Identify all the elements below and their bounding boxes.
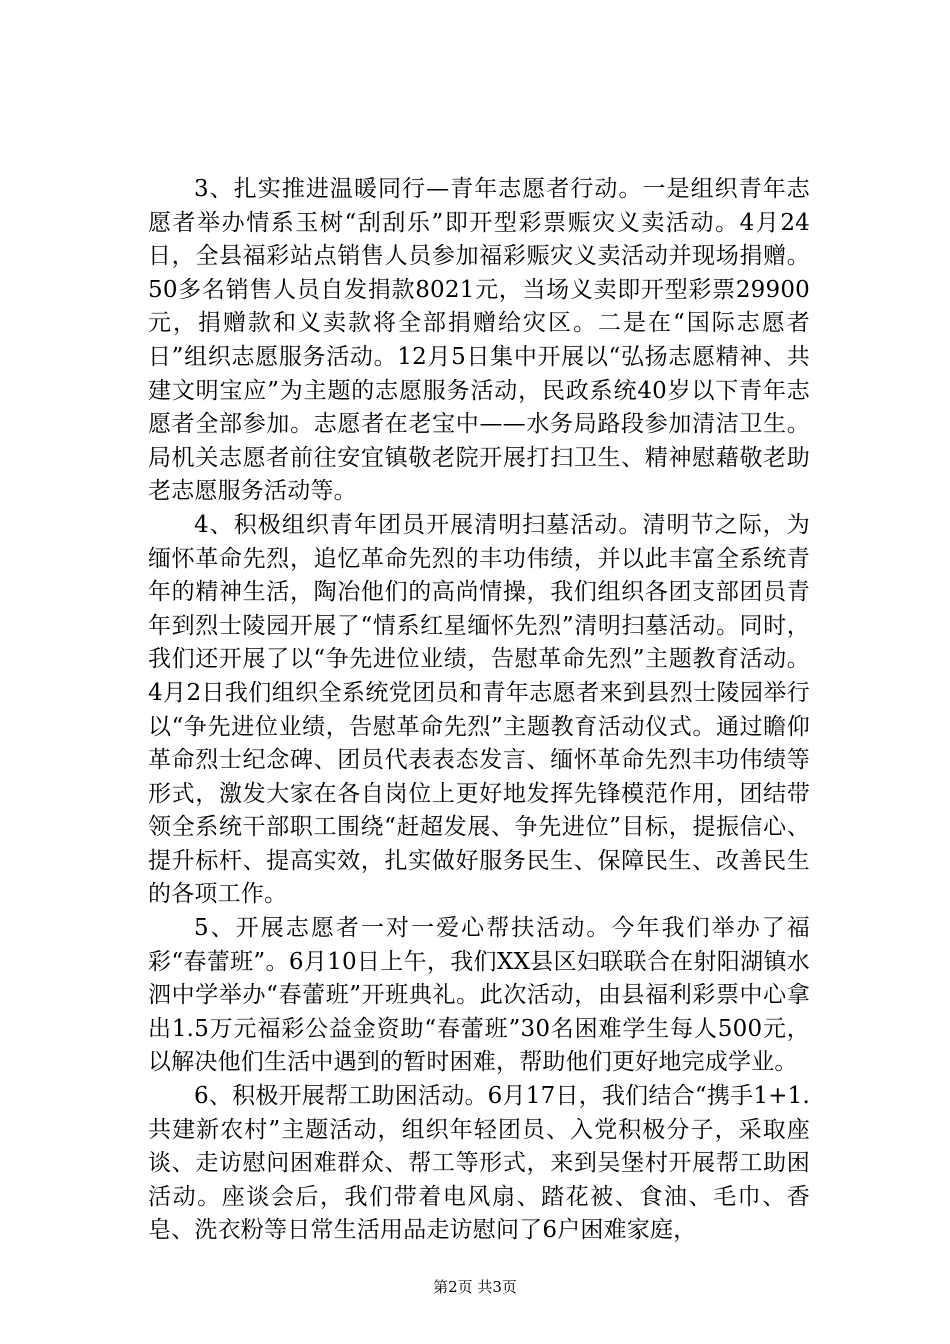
document-body — [148, 173, 810, 1248]
page-footer: 第2页 共3页 — [433, 1278, 517, 1296]
paragraph-one-to-one-support: 5、开展志愿者一对一爱心帮扶活动。今年我们举办了福彩“春蕾班”。6月10日上午，我们XX县区妇联联合在射阳湖镇水泗中学举办“春蕾班”开班典礼。此次活动，由县福利彩票中心拿出1.5万元福彩公益金资助“春蕾班”30名困难学生每人500元，以解决他们生活中遇到的暂时困难，帮助他们更好地完成学业。 — [148, 915, 810, 1076]
paragraph-help-poor-activity: 6、积极开展帮工助困活动。6月17日，我们结合“携手1+1.共建新农村”主题活动，组织年轻团员、入党积极分子，采取座谈、走访慰问困难群众、帮工等形式，来到吴堡村开展帮工助困活动。座谈会后，我们带着电风扇、踏花被、食油、毛巾、香皂、洗衣粉等日常生活用品走访慰问了6户困难家庭， — [148, 1083, 810, 1244]
paragraph-qingming-activity: 4、积极组织青年团员开展清明扫墓活动。清明节之际，为缅怀革命先烈，追忆革命先烈的丰功伟绩，并以此丰富全系统青年的精神生活，陶冶他们的高尚情操，我们组织各团支部团员青年到烈士陵园开展了“情系红星缅怀先烈”清明扫墓活动。同时，我们还开展了以“争先进位业绩，告慰革命先烈”主题教育活动。4月2日我们组织全系统党团员和青年志愿者来到县烈士陵园举行以“争先进位业绩，告慰革命先烈”主题教育活动仪式。通过瞻仰革命烈士纪念碑、团员代表表态发言、缅怀革命先烈丰功伟绩等形式，激发大家在各自岗位上更好地发挥先锋模范作用，团结带领全系统干部职工围绕“赶超发展、争先进位”目标，提振信心、提升标杆、提高实效，扎实做好服务民生、保障民生、改善民生的各项工作。 — [148, 511, 810, 908]
paragraph-volunteer-action: 3、扎实推进温暖同行—青年志愿者行动。一是组织青年志愿者举办情系玉树“刮刮乐”即开型彩票赈灾义卖活动。4月24日，全县福彩站点销售人员参加福彩赈灾义卖活动并现场捐赠。50多名销售人员自发捐款8021元，当场义卖即开型彩票29900元，捐赠款和义卖款将全部捐赠给灾区。二是在“国际志愿者日”组织志愿服务活动。12月5日集中开展以“弘扬志愿精神、共建文明宝应”为主题的志愿服务活动，民政系统40岁以下青年志愿者全部参加。志愿者在老宝中——水务局路段参加清洁卫生。局机关志愿者前往安宜镇敬老院开展打扫卫生、精神慰藉敬老助老志愿服务活动等。 — [148, 176, 810, 505]
